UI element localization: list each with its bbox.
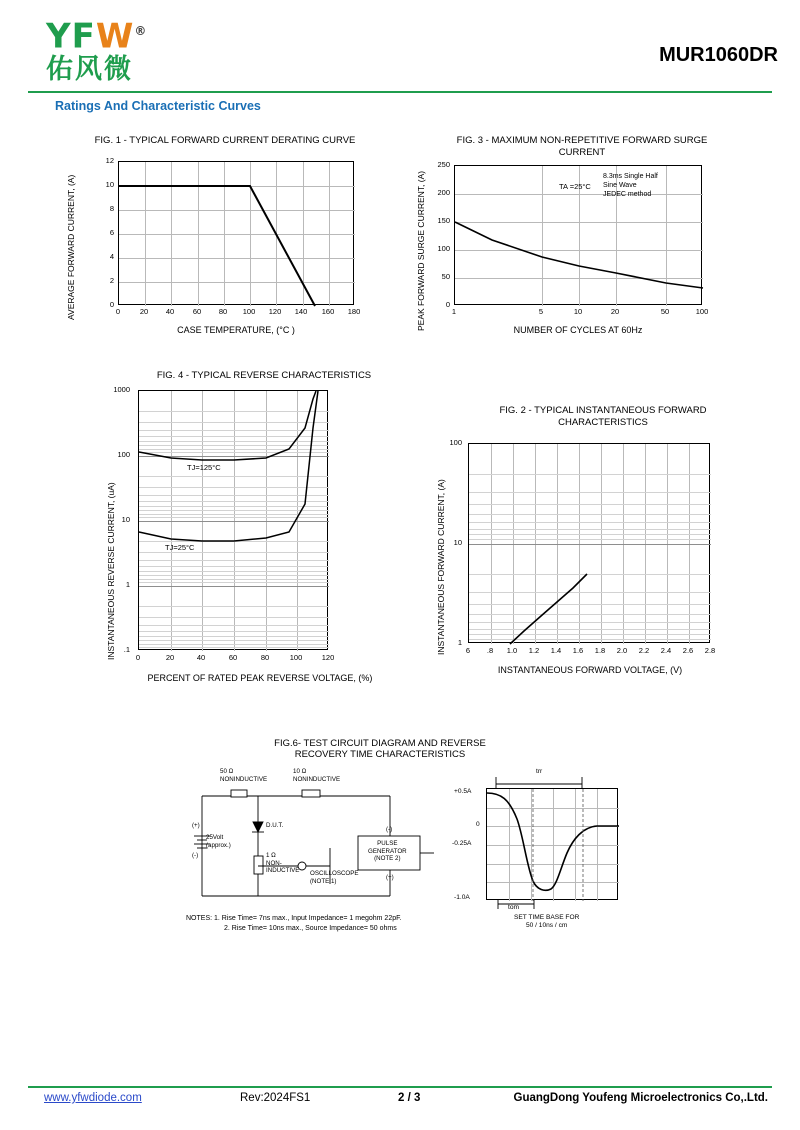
figure-2 <box>430 405 770 695</box>
figure-6-notes <box>186 914 606 934</box>
figure-2-xtick: .8 <box>486 646 494 655</box>
test-circuit <box>190 768 440 908</box>
figure-2-ytick: 1 <box>457 638 462 647</box>
source-label: 25Volt (approx.) <box>206 834 231 849</box>
figure-1-xtick: 80 <box>218 307 228 316</box>
figure-1-xtick: 160 <box>321 307 335 316</box>
r10-label: 10 Ω NONINDUCTIVE <box>293 768 341 783</box>
r50-label: 50 Ω NONINDUCTIVE <box>220 768 268 783</box>
figure-2-xtick: 1.4 <box>550 646 562 655</box>
figure-1-ytick: 12 <box>105 156 114 165</box>
figure-1-xtick: 40 <box>165 307 175 316</box>
figure-3 <box>410 135 740 360</box>
header-divider <box>28 91 772 93</box>
figure-1-xtick: 120 <box>268 307 282 316</box>
figure-2-ytick: 100 <box>449 438 462 447</box>
figure-3-ylabel: PEAK FORWARD SURGE CURRENT, (A) <box>416 170 426 331</box>
figure-3-ann-temp: TA =25°C <box>559 182 591 191</box>
figure-2-ylabel-real: INSTANTANEOUS FORWARD CURRENT, (A) <box>436 479 446 655</box>
figure-4-xtick: 0 <box>135 653 141 662</box>
figure-1-ytick: 0 <box>109 300 114 309</box>
figure-3-xtick: 10 <box>573 307 583 316</box>
figure-4-xtick: 60 <box>228 653 238 662</box>
waveform-ytick-mid: -0.25A <box>452 840 472 847</box>
figure-1-xtick: 60 <box>192 307 202 316</box>
figure-4-ylabel: INSTANTANEOUS REVERSE CURRENT, (uA) <box>106 482 116 660</box>
figure-4-title: FIG. 4 - TYPICAL REVERSE CHARACTERISTICS <box>156 370 372 381</box>
figure-1-ytick: 8 <box>109 204 114 213</box>
footer-revision: Rev:2024FS1 <box>240 1092 311 1104</box>
figure-3-xtick: 50 <box>660 307 670 316</box>
r1-label: 1 Ω NON- INDUCTIVE <box>266 852 300 874</box>
section-title: Ratings And Characteristic Curves <box>55 99 261 113</box>
figure-4-xtick: 100 <box>289 653 303 662</box>
figure-2-curve <box>469 444 711 644</box>
figure-2-xtick: 2.2 <box>638 646 650 655</box>
pulse-plus: (+) <box>386 874 394 881</box>
figure-2-ytick: 10 <box>453 538 462 547</box>
figure-3-ann-1: Sine Wave <box>603 182 637 189</box>
figure-2-title: FIG. 2 - TYPICAL INSTANTANEOUS FORWARD CHARACTERISTICS <box>499 405 707 428</box>
trr-label: trr <box>536 768 543 775</box>
pulse-generator-label: PULSE GENERATOR (NOTE 2) <box>368 840 407 862</box>
figure-6-note-2: 2. Rise Time= 10ns max., Source Impedance= 50 ohms <box>224 925 397 932</box>
figure-4-ytick: 1000 <box>113 385 130 394</box>
waveform-plot <box>486 788 618 900</box>
figure-1-title: FIG. 1 - TYPICAL FORWARD CURRENT DERATING CURVE <box>94 135 356 146</box>
figure-6-title-line2: RECOVERY TIME CHARACTERISTICS <box>294 749 466 760</box>
figure-1 <box>60 135 380 355</box>
figure-2-xtick: 1.8 <box>594 646 606 655</box>
figure-4-ann-125c: TJ=125°C <box>187 463 221 472</box>
figure-4-ann-25c: TJ=25°C <box>165 543 195 552</box>
figure-4-curves <box>139 391 329 651</box>
company-logo <box>46 14 147 85</box>
pulse-minus: (-) <box>386 826 393 833</box>
figure-2-xtick: 2.0 <box>616 646 628 655</box>
part-number: MUR1060DR <box>659 44 778 66</box>
figure-3-title: FIG. 3 - MAXIMUM NON-REPETITIVE FORWARD SURGE CURRENT <box>456 135 708 158</box>
figure-3-xtick: 100 <box>695 307 709 316</box>
logo-wordmark: YFW® <box>46 16 148 57</box>
figure-3-ytick: 200 <box>437 188 450 197</box>
figure-1-xtick: 100 <box>242 307 256 316</box>
figure-4-ytick: .1 <box>123 645 130 654</box>
figure-6-title-line1: FIG.6- TEST CIRCUIT DIAGRAM AND REVERSE <box>274 738 486 749</box>
figure-4-ytick: 10 <box>121 515 130 524</box>
page-header <box>0 0 800 113</box>
figure-1-xtick: 180 <box>347 307 361 316</box>
figure-2-xtick: 2.6 <box>682 646 694 655</box>
logo-chinese-name: 佑风微 <box>46 54 133 86</box>
recovery-waveform <box>450 768 650 929</box>
figure-3-ytick: 0 <box>445 300 450 309</box>
figure-3-xtick: 20 <box>610 307 620 316</box>
timebase-note: SET TIME BASE FOR 50 / 10ns / cm <box>514 914 580 929</box>
figure-6 <box>150 738 670 938</box>
figure-3-ytick: 50 <box>441 272 450 281</box>
tom-marker <box>486 900 618 912</box>
figure-2-xtick: 1.2 <box>528 646 540 655</box>
figure-1-xtick: 140 <box>294 307 308 316</box>
source-minus: (-) <box>192 852 199 859</box>
figure-2-xtick: 2.8 <box>704 646 716 655</box>
trr-marker <box>486 774 618 788</box>
waveform-ytick-bot: -1.0A <box>454 894 470 901</box>
figure-3-annotations <box>603 172 658 199</box>
figure-1-ytick: 10 <box>105 180 114 189</box>
figure-1-xtick: 0 <box>115 307 121 316</box>
footer-divider <box>28 1086 772 1088</box>
figure-4 <box>100 370 430 700</box>
figure-1-ytick: 6 <box>109 228 114 237</box>
figure-6-note-1: NOTES: 1. Rise Time= 7ns max., Input Impedance= 1 megohm 22pF. <box>186 915 402 922</box>
figure-1-ytick: 2 <box>109 276 114 285</box>
footer-page-number: 2 / 3 <box>398 1092 421 1104</box>
figure-2-xlabel: INSTANTANEOUS FORWARD VOLTAGE, (V) <box>497 665 683 675</box>
figure-4-ytick: 1 <box>125 580 130 589</box>
figure-3-xlabel: NUMBER OF CYCLES AT 60Hz <box>513 325 643 335</box>
figure-3-xtick: 5 <box>538 307 544 316</box>
figure-1-ylabel: AVERAGE FORWARD CURRENT, (A) <box>66 174 76 320</box>
figure-4-xtick: 120 <box>321 653 335 662</box>
figure-4-xlabel: PERCENT OF RATED PEAK REVERSE VOLTAGE, (%) <box>147 673 373 683</box>
figure-1-ytick: 4 <box>109 252 114 261</box>
figure-1-xlabel: CASE TEMPERATURE, (°C ) <box>177 325 295 335</box>
figure-3-xtick: 1 <box>451 307 457 316</box>
figure-2-xtick: 1.6 <box>572 646 584 655</box>
figure-4-xtick: 40 <box>196 653 206 662</box>
figure-3-ytick: 250 <box>437 160 450 169</box>
figure-3-ytick: 150 <box>437 216 450 225</box>
waveform-ytick-top: +0.5A <box>454 788 472 795</box>
figure-4-plot <box>138 390 328 650</box>
figure-4-xtick: 80 <box>260 653 270 662</box>
waveform-ytick-zero: 0 <box>476 821 480 828</box>
figure-3-ann-0: 8.3ms Single Half <box>603 173 658 180</box>
figure-4-xtick: 20 <box>165 653 175 662</box>
dut-label: D.U.T. <box>266 822 284 829</box>
footer-website-link[interactable]: www.yfwdiode.com <box>44 1092 142 1104</box>
figure-2-xtick: 6 <box>465 646 471 655</box>
figure-2-plot <box>468 443 710 643</box>
footer-company-name: GuangDong Youfeng Microelectronics Co,.Ltd. <box>513 1092 768 1104</box>
registered-mark: ® <box>134 24 148 38</box>
figure-1-plot <box>118 161 354 305</box>
tom-label: tom <box>508 904 519 911</box>
figure-1-xtick: 20 <box>139 307 149 316</box>
figure-3-ann-2: JEDEC method <box>603 191 652 198</box>
figure-3-plot <box>454 165 702 305</box>
scope-label: OSCILLOSCOPE (NOTE 1) <box>310 870 359 885</box>
figure-1-curve <box>119 162 355 306</box>
figure-4-ytick: 100 <box>117 450 130 459</box>
figure-3-ytick: 100 <box>437 244 450 253</box>
waveform-curve <box>487 789 619 901</box>
source-plus: (+) <box>192 822 200 829</box>
figure-2-xtick: 1.0 <box>506 646 518 655</box>
figure-2-xtick: 2.4 <box>660 646 672 655</box>
